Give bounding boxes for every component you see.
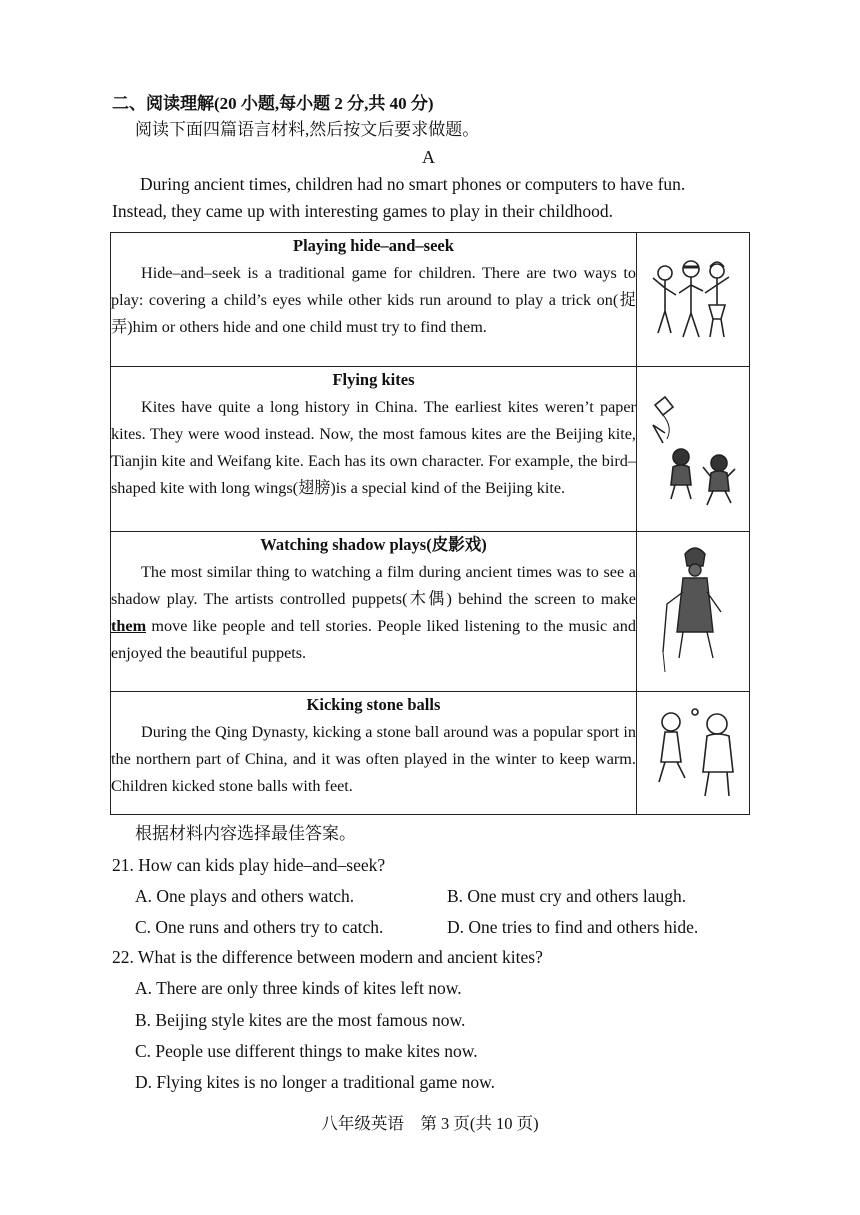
passage-letter: A <box>422 147 435 167</box>
question-22-option-a: A. There are only three kinds of kites left now. <box>135 978 462 998</box>
question-22-option-d: D. Flying kites is no longer a traditional game now. <box>135 1072 495 1092</box>
material-row-hide-and-seek <box>111 233 750 367</box>
question-21-option-b: B. One must cry and others laugh. <box>447 886 687 906</box>
section-instruction: 阅读下面四篇语言材料,然后按文后要求做题。 <box>135 120 480 139</box>
passage-intro-line-2: Instead, they came up with interesting games to play in their childhood. <box>112 201 614 221</box>
material-row-flying-kites <box>111 367 750 532</box>
question-21-option-a: A. One plays and others watch. <box>135 886 355 906</box>
material-title: Watching shadow plays(皮影戏) <box>260 535 487 554</box>
question-21-option-c: C. One runs and others try to catch. <box>135 917 384 937</box>
children-kicking-ball-icon <box>643 692 743 810</box>
page-footer: 八年级英语 第 3 页(共 10 页) <box>321 1114 539 1133</box>
question-22-option-b: B. Beijing style kites are the most famous now. <box>135 1010 466 1030</box>
material-title: Flying kites <box>332 370 415 389</box>
materials-table <box>110 232 750 815</box>
highlighted-word: them <box>111 617 147 635</box>
section-title: 二、阅读理解(20 小题,每小题 2 分,共 40 分) <box>112 94 434 113</box>
passage-intro-line-1: During ancient times, children had no smart phones or computers to have fun. <box>140 174 686 194</box>
answer-instruction: 根据材料内容选择最佳答案。 <box>135 824 356 843</box>
material-body: The most similar thing to watching a film during ancient times was to see a shadow play. The artists controlled puppets(木偶) behind the screen to make them move like people and tell stories. People liked listening to the music and enjoyed the beautiful puppets. <box>111 563 636 662</box>
question-21-option-d: D. One tries to find and others hide. <box>447 917 699 937</box>
children-playing-hide-and-seek-icon <box>643 233 743 361</box>
material-row-shadow-plays <box>111 532 750 692</box>
question-21: 21. How can kids play hide–and–seek? <box>112 855 386 875</box>
material-body: Hide–and–seek is a traditional game for children. There are two ways to play: covering a child’s eyes while other kids run around to play a trick on(捉弄)him or others hide and one child must try to find them. <box>111 264 636 336</box>
children-flying-kite-icon <box>643 367 743 517</box>
material-body: During the Qing Dynasty, kicking a stone ball around was a popular sport in the northern part of China, and it was often played in the winter to keep warm. Children kicked stone balls with feet. <box>111 723 636 795</box>
material-title: Kicking stone balls <box>306 695 441 714</box>
material-title: Playing hide–and–seek <box>293 236 454 255</box>
material-row-stone-balls <box>111 692 750 815</box>
question-22: 22. What is the difference between modern and ancient kites? <box>112 947 543 967</box>
question-22-option-c: C. People use different things to make kites now. <box>135 1041 478 1061</box>
material-body: Kites have quite a long history in China. The earliest kites weren’t paper kites. They were wood instead. Now, the most famous kites are the Beijing kite, Tianjin kite and Weifang kite. Each has its own character. For example, the bird–shaped kite with long wings(翅膀)is a special kind of the Beijing kite. <box>111 398 636 497</box>
shadow-puppet-icon <box>643 532 743 682</box>
